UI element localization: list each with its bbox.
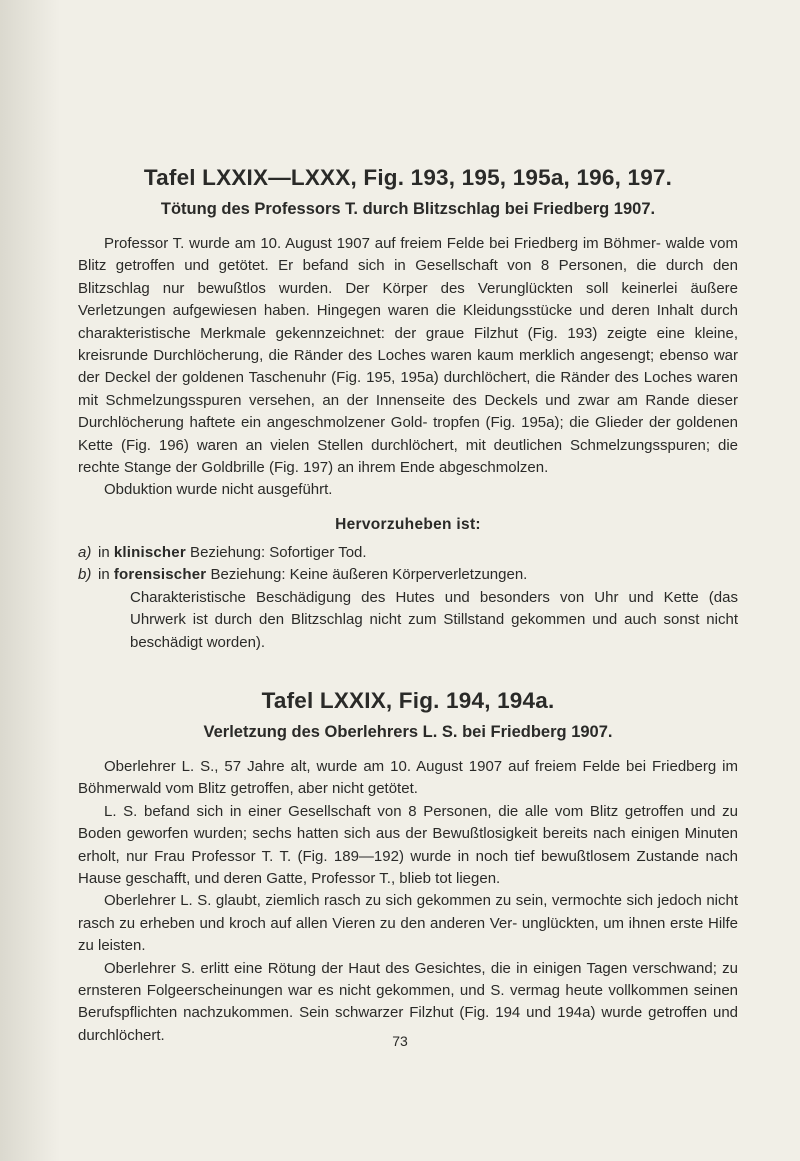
section1-subtitle: Tötung des Professors T. durch Blitzschlag bei Friedberg 1907. bbox=[160, 200, 656, 218]
section2-paragraph-4: Oberlehrer S. erlitt eine Rötung der Haut des Gesichtes, die in einigen Tagen verschwand; zu ernsteren Folgeerscheinungen war es nicht gekommen, und S. vermag heute vollkommen seinen Berufspflichten nachzukommen. Sein schwarzer Filzhut (Fig. 194 und 194a) wurde getroffen und durchlöchert. bbox=[78, 959, 738, 1044]
section1-paragraph-1: Professor T. wurde am 10. August 1907 auf freiem Felde bei Friedberg im Böhmer- walde vom Blitz getroffen und getötet. Er befand sich in Gesellschaft von 8 Personen, die durch den Blitzschlag nur bewußtlos wurden. Der Körper des Verunglückten soll keinerlei äußere Verletzungen aufgewiesen haben. Hingegen waren die Kleidungsstücke und deren Inhalt durch charakteristische Merkmale gekennzeichnet: der graue Filzhut (Fig. 193) zeigte eine kleine, kreisrunde Durchlöcherung, die Ränder des Loches waren kaum merklich angesengt; ebenso war der Deckel der goldenen Taschenuhr (Fig. 195, 195a) durchlöchert, die Ränder des Loches waren mit Schmelzungsspuren versehen, an der Innenseite des Deckels und zwar am Rande dieser Durchlöcherung haftete ein angeschmolzener Gold- tropfen (Fig. 195a); die Glieder der goldenen Kette (Fig. 196) waren an vielen Stellen durchlöchert, mit deutlichen Schmelzungsspuren; die rechte Stange der Goldbrille (Fig. 197) an ihrem Ende abgeschmolzen. bbox=[78, 235, 738, 477]
section2-paragraph-2: L. S. befand sich in einer Gesellschaft von 8 Personen, die alle vom Blitz getroffen und zu Boden geworfen wurden; sechs hatten sich aus der Bewußtlosigkeit bereits nach einigen Minuten erholt, nur Frau Professor T. T. (Fig. 189—192) wurde in noch tief bewußtlosem Zustande nach Hause geschafft, und deren Gatte, Professor T., blieb tot liegen. bbox=[78, 802, 738, 887]
section2-paragraph-1: Oberlehrer L. S., 57 Jahre alt, wurde am 10. August 1907 auf freiem Felde bei Friedberg im Böhmerwald vom Blitz getroffen, aber nicht getötet. bbox=[78, 757, 738, 798]
list-marker: a) bbox=[78, 543, 92, 561]
section2-subtitle: Verletzung des Oberlehrers L. S. bei Friedberg 1907. bbox=[203, 722, 613, 741]
section1-title: Tafel LXXIX—LXXX, Fig. 193, 195, 195a, 196, 197. bbox=[143, 165, 673, 190]
section2-title: Tafel LXXIX, Fig. 194, 194a. bbox=[261, 687, 555, 713]
item-text: in bbox=[98, 543, 114, 561]
list-marker: b) bbox=[78, 566, 92, 584]
item-text: Beziehung: Sofortiger Tod. bbox=[185, 543, 367, 561]
page-number: 73 bbox=[392, 1033, 408, 1049]
page-content bbox=[78, 163, 738, 1047]
list-item-forensic bbox=[78, 564, 738, 586]
list-item-clinical bbox=[78, 542, 738, 564]
item-text: in bbox=[98, 566, 114, 584]
page-gutter-shadow bbox=[0, 0, 60, 1161]
section2-paragraph-3: Oberlehrer L. S. glaubt, ziemlich rasch zu sich gekommen zu sein, vermochte sich jedoch nicht rasch zu erheben und kroch auf allen Vieren zu den anderen Ver- unglückten, um ihnen erste Hilfe zu leisten. bbox=[78, 892, 738, 955]
item-bold-term: klinischer bbox=[113, 543, 186, 561]
section1-paragraph-2: Obduktion wurde nicht ausgeführt. bbox=[104, 481, 333, 499]
item-text: Beziehung: Keine äußeren Körperverletzungen. bbox=[206, 566, 528, 584]
highlight-heading: Hervorzuheben ist: bbox=[335, 515, 481, 533]
item-bold-term: forensischer bbox=[113, 566, 207, 584]
list-item-forensic-continuation: Charakteristische Beschädigung des Hutes und besonders von Uhr und Kette (das Uhrwerk ist durch den Blitzschlag nicht zum Stillstand gekommen und auch sonst nicht beschädigt worden). bbox=[130, 588, 738, 651]
